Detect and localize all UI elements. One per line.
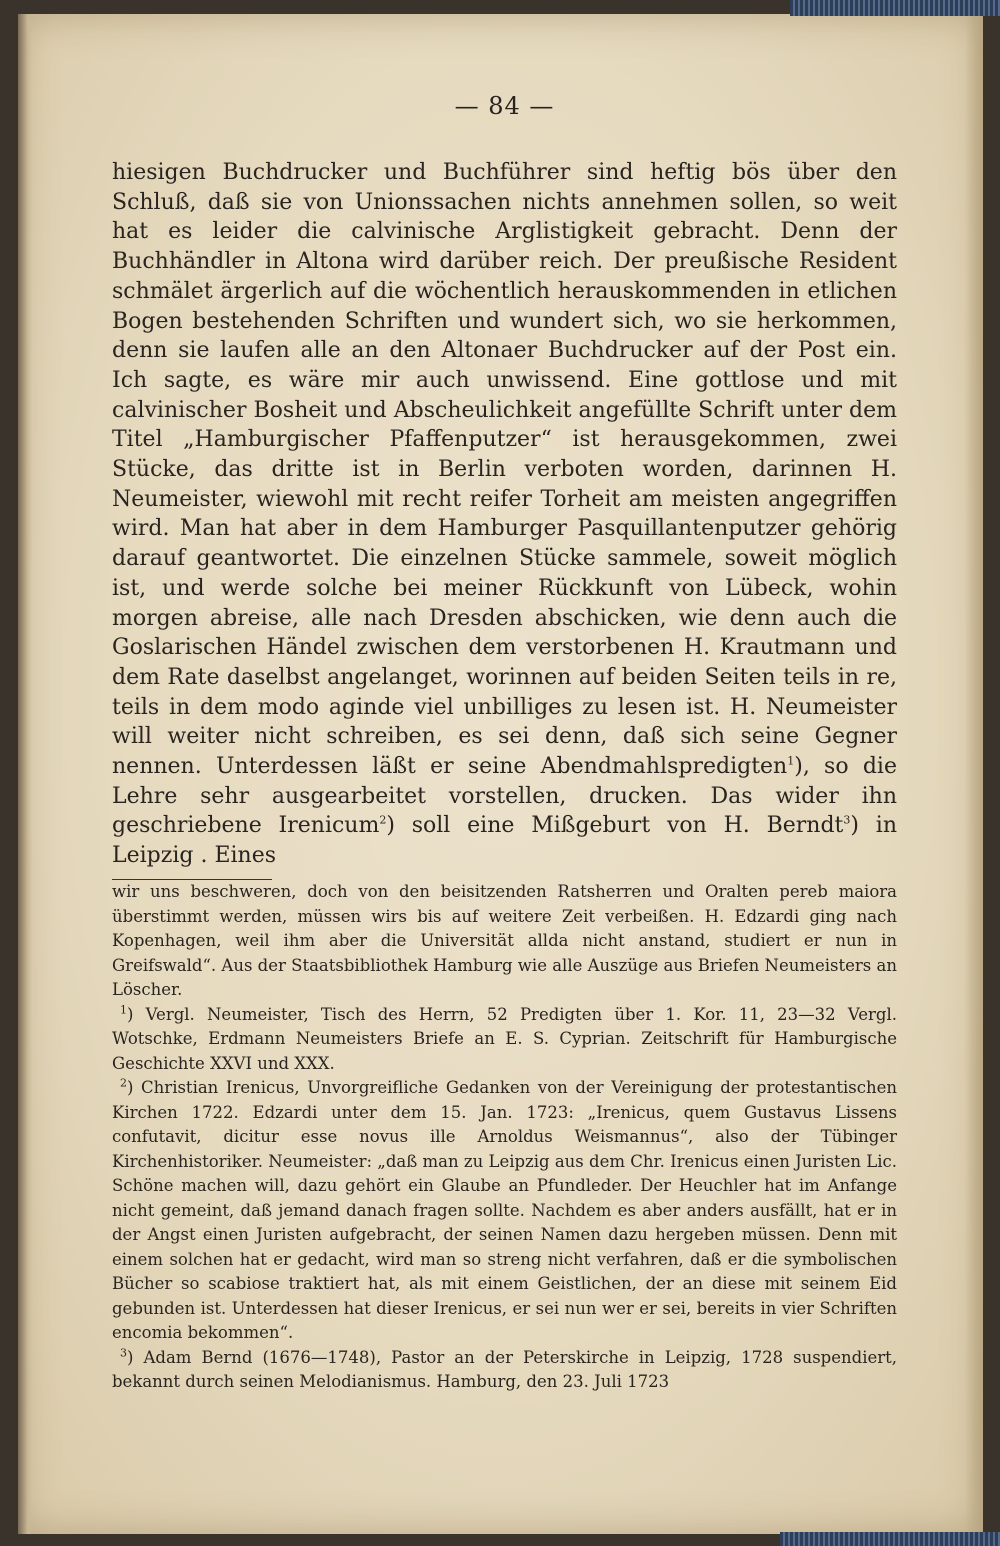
paragraph-text-end: ) in Leipzig . Eines [112,813,897,869]
paragraph-text-cont-1: ), so die Lehre sehr ausgearbeitet vorstellen, drucken. Das wider ihn geschriebene Irenicum [112,754,897,839]
footnote-3-text: ) Adam Bernd (1676—1748), Pastor an der Peterskirche in Leipzig, 1728 suspendiert, bekannt durch seinen Melodianismus. Hamburg, den 23. Juli 1723 [112,1347,897,1391]
footnote-2-mark: 2 [120,1076,127,1090]
footnote-2 [112,1076,897,1346]
page-number: — 84 — [454,92,555,120]
paragraph-text-cont-2: ) soll eine Mißgeburt von H. Berndt [386,813,844,839]
footnote-ref-1: 1 [787,754,795,768]
footnote-ref-3: 3 [843,814,851,828]
footnote-3 [112,1346,897,1395]
footnote-continuation: wir uns beschweren, doch von den beisitzenden Ratsherren und Oralten pereb maiora überstimmt werden, müssen wirs bis auf weitere Zeit verbeißen. H. Edzardi ging nach Kopenhagen, weil ihm aber die Universität allda nicht anstand, studiert er nun in Greifswald“. Aus der Staatsbibliothek Hamburg wie alle Auszüge aus Briefen Neumeisters an Löscher. [112,882,897,999]
cloth-binding-bottom [780,1532,1000,1546]
footnote-3-mark: 3 [120,1346,127,1359]
gutter-shadow [18,14,32,1534]
footnotes [112,880,897,1395]
footnote-2-text: ) Christian Irenicus, Unvorgreifliche Gedanken von der Vereinigung der protestantischen Kirchen 1722. Edzardi unter dem 15. Jan. 1723: „Irenicus, quem Gustavus Lissens confutavit, dicitur esse novus ille Arnoldus Weismannus“, also der Tübinger Kirchenhistoriker. Neumeister: „daß man zu Leipzig aus dem Chr. Irenicus einen Juristen Lic. Schöne machen will, dazu gehört ein Glaube an Pfundleder. Der Heuchler hat im Anfange nicht gemeint, daß jemand danach fragen sollte. Nachdem es aber anders ausfällt, hat er in der Angst einen Juristen aufgebracht, der seinen Namen dazu hergeben müssen. Denn mit einem solchen hat er gedacht, wird man so streng nicht verfahren, daß er die symbolischen Bücher so scabiose traktiert hat, als mit einem Geistlichen, der an diese mit seinem Eid gebunden ist. Unterdessen hat dieser Irenicus, er sei nun wer er sei, bereits in vier Schriften encomia bekommen“. [112,1078,897,1342]
footnote-1-mark: 1 [120,1003,127,1016]
cloth-binding-top [790,0,1000,16]
footnote-1-text: ) Vergl. Neumeister, Tisch des Herrn, 52 Predigten über 1. Kor. 11, 23—32 Vergl. Wotschke, Erdmann Neumeisters Briefe an E. S. Cyprian. Zeitschrift für Hamburgische Geschichte XXVI und XXX. [112,1004,897,1073]
page-edge [965,14,983,1534]
footnote-ref-2: 2 [379,814,387,828]
main-paragraph [112,158,897,871]
footnote-1 [112,1003,897,1077]
paragraph-text: hiesigen Buchdrucker und Buchführer sind heftig bös über den Schluß, daß sie von Unionssachen nichts annehmen sollen, so weit hat es leider die calvinische Arglistigkeit gebracht. Denn der Buchhändler in Altona wird darüber reich. Der preußische Resident schmälet ärgerlich auf die wöchentlich herauskommenden in etlichen Bogen bestehenden Schriften und wundert sich, wo sie herkommen, denn sie laufen alle an den Altonaer Buchdrucker auf der Post ein. Ich sagte, es wäre mir auch unwissend. Eine gottlose und mit calvinischer Bosheit und Abscheulichkeit angefüllte Schrift unter dem Titel „Hamburgischer Pfaffenputzer“ ist herausgekommen, zwei Stücke, das dritte ist in Berlin verboten worden, darinnen H. Neumeister, wiewohl mit recht reifer Torheit am meisten angegriffen wird. Man hat aber in dem Hamburger Pasquillantenputzer gehörig darauf geantwortet. Die einzelnen Stücke sammele, soweit möglich ist, und werde solche bei meiner Rückkunft von Lübeck, wohin morgen abreise, alle nach Dresden abschicken, wie denn auch die Goslarischen Händel zwischen dem verstorbenen H. Krautmann und dem Rate daselbst angelanget, worinnen auf beiden Seiten teils in re, teils in dem modo aginde viel unbilliges zu lesen ist. H. Neumeister will weiter nicht schreiben, es sei denn, daß sich seine Gegner nennen. Unterdessen läßt er seine Abendmahlspredigten [112,160,897,780]
